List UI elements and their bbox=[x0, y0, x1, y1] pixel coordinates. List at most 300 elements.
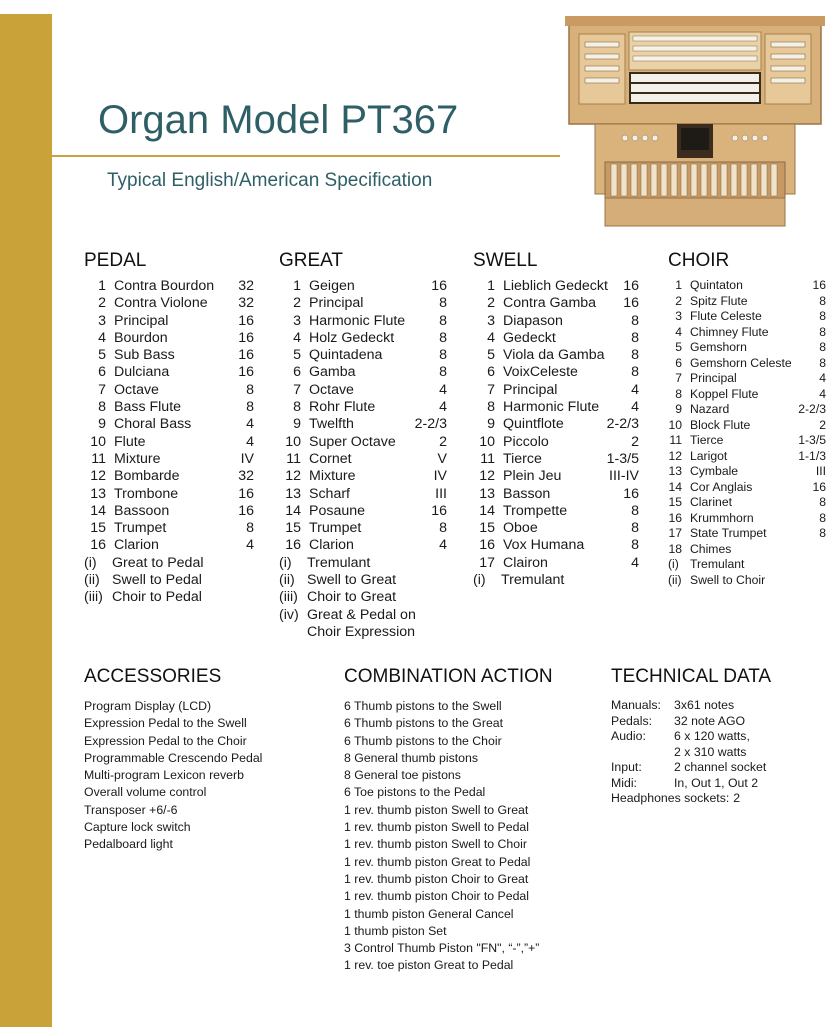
stop-footage: 8 bbox=[631, 347, 639, 364]
stop-number: 8 bbox=[675, 386, 682, 401]
stop-footage: 16 bbox=[623, 278, 639, 294]
stop-footage: 8 bbox=[439, 295, 447, 312]
stop-name: Clarion bbox=[309, 537, 354, 554]
stop-footage: 8 bbox=[439, 520, 447, 537]
stop-row bbox=[84, 486, 254, 503]
accessory-item: Overall volume control bbox=[84, 785, 207, 800]
stop-number: 2 bbox=[675, 293, 682, 308]
stop-footage: 8 bbox=[246, 520, 254, 537]
swell-stop-list bbox=[473, 278, 639, 572]
choir-heading: CHOIR bbox=[668, 250, 730, 271]
stop-name: Bassoon bbox=[114, 502, 170, 519]
stop-footage: 32 bbox=[238, 468, 254, 485]
great-coupler-list bbox=[279, 555, 447, 641]
technical-value: 2 channel socket bbox=[674, 760, 767, 774]
stop-number: 13 bbox=[90, 485, 106, 502]
stop-footage: 8 bbox=[819, 340, 826, 354]
stop-name: Contra Bourdon bbox=[114, 278, 215, 294]
stop-number: 6 bbox=[293, 364, 301, 381]
stop-number: 6 bbox=[487, 364, 495, 381]
stop-footage: 8 bbox=[819, 355, 826, 370]
coupler-numeral: (ii) bbox=[668, 572, 682, 587]
stop-number: 11 bbox=[286, 450, 301, 467]
combination-item: 1 rev. thumb piston Choir to Great bbox=[344, 871, 529, 886]
stop-name: Gedeckt bbox=[503, 329, 556, 346]
stop-number: 12 bbox=[90, 468, 106, 485]
stop-number: 3 bbox=[487, 312, 495, 329]
stop-footage: 16 bbox=[623, 295, 639, 312]
technical-row bbox=[611, 760, 821, 776]
stop-footage: 4 bbox=[631, 399, 639, 416]
stop-row bbox=[84, 520, 254, 537]
stop-footage: 8 bbox=[819, 324, 826, 339]
stop-name: Contra Gamba bbox=[503, 295, 597, 312]
combination-item: 1 rev. thumb piston Swell to Pedal bbox=[344, 820, 530, 835]
stop-number: 14 bbox=[90, 502, 106, 519]
stop-footage: 8 bbox=[631, 520, 639, 537]
technical-key: Manuals: bbox=[611, 698, 661, 712]
stop-name: Diapason bbox=[503, 312, 563, 329]
accessory-item: Multi-program Lexicon reverb bbox=[84, 768, 244, 783]
stop-number: 17 bbox=[668, 526, 682, 540]
stop-footage: 16 bbox=[238, 485, 254, 502]
stop-number: 13 bbox=[668, 464, 682, 478]
stop-number: 1 bbox=[675, 278, 682, 292]
stop-footage: 16 bbox=[812, 278, 826, 292]
stop-footage: IV bbox=[240, 450, 254, 467]
stop-row bbox=[473, 295, 639, 312]
stop-footage: 8 bbox=[819, 495, 826, 509]
stop-footage: 2-2/3 bbox=[606, 416, 639, 433]
stop-name: Bombarde bbox=[114, 468, 180, 485]
stop-name: Rohr Flute bbox=[309, 399, 376, 416]
stop-number: 5 bbox=[98, 347, 106, 364]
stop-row bbox=[668, 340, 826, 356]
technical-row bbox=[611, 714, 821, 730]
stop-footage: 8 bbox=[631, 329, 639, 346]
coupler-row bbox=[84, 555, 254, 572]
stop-name: Gemshorn Celeste bbox=[690, 355, 792, 370]
stop-footage: 8 bbox=[819, 510, 826, 525]
stop-footage: 4 bbox=[631, 554, 639, 571]
stop-row bbox=[473, 382, 639, 399]
stop-footage: 4 bbox=[439, 381, 447, 398]
coupler-row bbox=[279, 589, 447, 606]
stop-number: 16 bbox=[668, 510, 682, 525]
stop-name: Holz Gedeckt bbox=[309, 329, 395, 346]
stop-number: 11 bbox=[669, 433, 682, 447]
stop-number: 2 bbox=[487, 295, 495, 312]
technical-heading: TECHNICAL DATA bbox=[611, 666, 772, 687]
technical-key: Audio: bbox=[611, 729, 646, 743]
stop-name: Cymbale bbox=[690, 464, 739, 478]
pedal-heading: PEDAL bbox=[84, 250, 147, 271]
stop-name: Trumpet bbox=[114, 520, 167, 537]
combination-item: 8 General thumb pistons bbox=[344, 750, 478, 765]
stop-row bbox=[279, 468, 447, 485]
stop-row bbox=[473, 468, 639, 485]
stop-number: 11 bbox=[91, 450, 106, 467]
stop-number: 7 bbox=[487, 381, 495, 398]
stop-row bbox=[668, 387, 826, 403]
technical-key bbox=[611, 745, 674, 761]
stop-name: Clarion bbox=[114, 537, 159, 554]
stop-number: 5 bbox=[675, 340, 682, 354]
accessory-item: Expression Pedal to the Choir bbox=[84, 733, 247, 748]
stop-name: Krummhorn bbox=[690, 510, 754, 525]
stop-row bbox=[84, 399, 254, 416]
stop-name: Scharf bbox=[309, 485, 351, 502]
combination-action-section bbox=[344, 666, 594, 975]
stop-footage: III-IV bbox=[609, 468, 639, 485]
stop-row bbox=[668, 526, 826, 542]
technical-row bbox=[611, 698, 821, 714]
stop-number: 10 bbox=[479, 433, 495, 450]
stop-number: 7 bbox=[675, 371, 682, 385]
stop-row bbox=[84, 330, 254, 347]
stop-footage: 8 bbox=[439, 364, 447, 381]
stop-row bbox=[668, 418, 826, 434]
stop-row bbox=[668, 294, 826, 310]
stop-number: 10 bbox=[90, 433, 106, 450]
stop-name: Vox Humana bbox=[503, 537, 585, 554]
stop-number: 1 bbox=[487, 278, 495, 294]
coupler-numeral: (ii) bbox=[279, 572, 295, 589]
stop-number: 10 bbox=[285, 433, 301, 450]
stop-row bbox=[668, 309, 826, 325]
stop-footage: V bbox=[437, 450, 447, 467]
swell-heading: SWELL bbox=[473, 250, 538, 271]
stop-row bbox=[279, 347, 447, 364]
stop-number: 3 bbox=[98, 312, 106, 329]
accessories-heading: ACCESSORIES bbox=[84, 666, 222, 687]
stop-number: 14 bbox=[285, 502, 301, 519]
stop-footage: 8 bbox=[819, 526, 826, 540]
coupler-row bbox=[279, 572, 447, 589]
combination-list bbox=[344, 698, 594, 975]
stop-number: 9 bbox=[98, 416, 106, 433]
stop-name: Flute bbox=[114, 433, 146, 450]
coupler-numeral: (i) bbox=[84, 554, 97, 571]
coupler-numeral: (i) bbox=[473, 572, 486, 589]
stop-name: Posaune bbox=[309, 502, 366, 519]
stop-row bbox=[279, 503, 447, 520]
stop-row bbox=[279, 416, 447, 433]
stop-number: 10 bbox=[668, 417, 682, 432]
coupler-numeral: (iii) bbox=[84, 589, 103, 606]
stop-row bbox=[84, 451, 254, 468]
technical-value: 32 note AGO bbox=[674, 713, 746, 728]
stop-row bbox=[84, 347, 254, 364]
stop-number: 8 bbox=[98, 399, 106, 416]
stop-name: Contra Violone bbox=[114, 295, 208, 312]
coupler-row bbox=[279, 607, 447, 642]
technical-row bbox=[611, 745, 821, 761]
stop-footage: 4 bbox=[246, 416, 254, 433]
combination-item: 1 rev. thumb piston Swell to Choir bbox=[344, 837, 527, 852]
stop-name: Mixture bbox=[114, 450, 161, 467]
stop-number: 14 bbox=[479, 502, 495, 519]
accessory-item: Transposer +6/-6 bbox=[84, 802, 178, 817]
page-title: Organ Model PT367 bbox=[98, 98, 459, 142]
stop-footage: 16 bbox=[238, 364, 254, 381]
stop-footage: 1-1/3 bbox=[798, 448, 826, 463]
stop-footage: 8 bbox=[439, 329, 447, 346]
choir-coupler-list bbox=[668, 557, 826, 588]
stop-number: 1 bbox=[293, 278, 301, 294]
stop-number: 3 bbox=[675, 309, 682, 323]
stop-footage: 2-2/3 bbox=[414, 416, 447, 433]
technical-value: 2 x 310 watts bbox=[674, 744, 747, 759]
stop-footage: 32 bbox=[238, 295, 254, 312]
stop-footage: 4 bbox=[246, 537, 254, 554]
stop-row bbox=[473, 503, 639, 520]
stop-name: Quintaton bbox=[690, 278, 743, 292]
great-heading: GREAT bbox=[279, 250, 344, 271]
stop-number: 15 bbox=[90, 520, 106, 537]
stop-footage: 1-3/5 bbox=[798, 433, 826, 447]
stop-row bbox=[668, 278, 826, 294]
stop-name: Basson bbox=[503, 485, 551, 502]
stop-number: 13 bbox=[479, 485, 495, 502]
stop-row bbox=[473, 555, 639, 572]
stop-name: Chimes bbox=[690, 541, 732, 556]
combination-item: 8 General toe pistons bbox=[344, 768, 461, 783]
stop-row bbox=[473, 364, 639, 381]
stop-number: 8 bbox=[487, 399, 495, 416]
stop-row bbox=[668, 464, 826, 480]
combination-item: 6 Thumb pistons to the Choir bbox=[344, 733, 502, 748]
stop-footage: 8 bbox=[439, 347, 447, 364]
coupler-name: Swell to Choir bbox=[690, 572, 766, 587]
stop-footage: III bbox=[815, 464, 826, 478]
stop-name: Viola da Gamba bbox=[503, 347, 605, 364]
accessory-item: Expression Pedal to the Swell bbox=[84, 716, 247, 731]
stop-row bbox=[84, 503, 254, 520]
stop-name: Octave bbox=[114, 381, 159, 398]
pedal-division bbox=[84, 250, 254, 607]
great-stop-list bbox=[279, 278, 447, 555]
coupler-numeral: (i) bbox=[279, 554, 292, 571]
stop-name: Koppel Flute bbox=[690, 386, 759, 401]
choir-division bbox=[668, 250, 826, 588]
stop-name: Gamba bbox=[309, 364, 356, 381]
stop-footage: 8 bbox=[819, 309, 826, 323]
technical-data-section bbox=[611, 666, 821, 807]
coupler-name: Swell to Great bbox=[307, 572, 397, 589]
stop-name: VoixCeleste bbox=[503, 364, 578, 381]
stop-footage: 16 bbox=[238, 329, 254, 346]
stop-footage: 4 bbox=[819, 371, 826, 385]
stop-row bbox=[279, 537, 447, 554]
stop-number: 2 bbox=[98, 295, 106, 312]
stop-row bbox=[279, 520, 447, 537]
stop-footage: 8 bbox=[246, 381, 254, 398]
coupler-row bbox=[279, 555, 447, 572]
stop-footage: 16 bbox=[623, 485, 639, 502]
stop-footage: 8 bbox=[631, 364, 639, 381]
stop-footage: 16 bbox=[238, 347, 254, 364]
stop-number: 6 bbox=[675, 355, 682, 370]
stop-row bbox=[84, 416, 254, 433]
swell-coupler-list bbox=[473, 572, 639, 589]
stop-number: 14 bbox=[668, 479, 682, 494]
stop-row bbox=[279, 313, 447, 330]
stop-row bbox=[668, 449, 826, 465]
stop-row bbox=[473, 520, 639, 537]
stop-footage: 2 bbox=[631, 433, 639, 450]
stop-row bbox=[473, 434, 639, 451]
accessories-section bbox=[84, 666, 324, 854]
stop-name: Mixture bbox=[309, 468, 356, 485]
stop-row bbox=[84, 364, 254, 381]
stop-row bbox=[473, 330, 639, 347]
technical-value: In, Out 1, Out 2 bbox=[674, 775, 759, 790]
technical-value: 6 x 120 watts, bbox=[674, 729, 750, 743]
stop-row bbox=[668, 542, 826, 558]
stop-footage: 2 bbox=[439, 433, 447, 450]
stop-name: Bourdon bbox=[114, 329, 168, 346]
stop-name: Plein Jeu bbox=[503, 468, 562, 485]
stop-footage: 8 bbox=[246, 399, 254, 416]
stop-name: Principal bbox=[114, 312, 169, 329]
technical-row bbox=[611, 776, 821, 792]
stop-name: Flute Celeste bbox=[690, 309, 762, 323]
coupler-name: Swell to Pedal bbox=[112, 572, 202, 589]
stop-number: 4 bbox=[98, 329, 106, 346]
stop-footage: 8 bbox=[631, 537, 639, 554]
stop-name: Piccolo bbox=[503, 433, 549, 450]
coupler-row bbox=[668, 573, 826, 589]
stop-row bbox=[279, 382, 447, 399]
stop-footage: 4 bbox=[819, 386, 826, 401]
stop-number: 9 bbox=[293, 416, 301, 433]
coupler-name: Choir to Great bbox=[307, 589, 397, 606]
accessories-list bbox=[84, 698, 324, 854]
combination-heading: COMBINATION ACTION bbox=[344, 666, 553, 687]
stop-number: 5 bbox=[293, 347, 301, 364]
stop-row bbox=[473, 486, 639, 503]
stop-footage: 4 bbox=[439, 399, 447, 416]
stop-name: Cor Anglais bbox=[690, 479, 753, 494]
stop-number: 16 bbox=[479, 537, 495, 554]
technical-key: Input: bbox=[611, 760, 642, 774]
stop-row bbox=[84, 434, 254, 451]
coupler-row bbox=[84, 572, 254, 589]
stop-number: 4 bbox=[487, 329, 495, 346]
stop-name: Oboe bbox=[503, 520, 538, 537]
technical-row bbox=[611, 729, 821, 745]
stop-row bbox=[84, 537, 254, 554]
stop-footage: IV bbox=[433, 468, 447, 485]
combination-item: 1 rev. thumb piston Swell to Great bbox=[344, 802, 529, 817]
pedal-stop-list bbox=[84, 278, 254, 555]
stop-name: Choral Bass bbox=[114, 416, 192, 433]
stop-name: Tierce bbox=[690, 433, 724, 447]
stop-footage: 2-2/3 bbox=[798, 402, 826, 416]
coupler-row bbox=[668, 557, 826, 573]
stop-name: Quintflote bbox=[503, 416, 564, 433]
technical-key: Midi: bbox=[611, 775, 637, 790]
title-divider bbox=[52, 155, 560, 157]
stop-number: 12 bbox=[285, 468, 301, 485]
stop-name: Chimney Flute bbox=[690, 324, 769, 339]
stop-name: Clarinet bbox=[690, 495, 732, 509]
stop-name: Block Flute bbox=[690, 417, 751, 432]
stop-footage: 1-3/5 bbox=[606, 450, 639, 467]
stop-name: Trumpet bbox=[309, 520, 362, 537]
accessory-item: Program Display (LCD) bbox=[84, 699, 212, 713]
stop-row bbox=[668, 495, 826, 511]
gold-sidebar-bar bbox=[0, 14, 52, 1027]
stop-footage: 4 bbox=[631, 381, 639, 398]
stop-footage: 16 bbox=[431, 278, 447, 294]
stop-footage: 8 bbox=[439, 312, 447, 329]
stop-number: 1 bbox=[98, 278, 106, 294]
stop-number: 12 bbox=[668, 448, 682, 463]
stop-footage: 8 bbox=[631, 502, 639, 519]
stop-row bbox=[473, 416, 639, 433]
stop-row bbox=[279, 434, 447, 451]
stop-number: 13 bbox=[285, 485, 301, 502]
accessory-item: Capture lock switch bbox=[84, 820, 191, 835]
stop-number: 8 bbox=[293, 399, 301, 416]
stop-name: Lieblich Gedeckt bbox=[503, 278, 608, 294]
stop-row bbox=[279, 295, 447, 312]
combination-item: 3 Control Thumb Piston "FN", “-”,”+” bbox=[344, 941, 540, 956]
stop-number: 15 bbox=[668, 495, 682, 509]
stop-name: State Trumpet bbox=[690, 526, 767, 540]
pedal-coupler-list bbox=[84, 555, 254, 607]
stop-row bbox=[668, 480, 826, 496]
stop-number: 7 bbox=[98, 381, 106, 398]
stop-row bbox=[473, 537, 639, 554]
coupler-numeral: (iv) bbox=[279, 606, 299, 623]
page-subtitle: Typical English/American Specification bbox=[107, 170, 433, 191]
coupler-name: Tremulant bbox=[307, 554, 371, 571]
stop-name: Twelfth bbox=[309, 416, 354, 433]
stop-row bbox=[84, 382, 254, 399]
stop-number: 6 bbox=[98, 364, 106, 381]
combination-item: 6 Toe pistons to the Pedal bbox=[344, 785, 486, 800]
stop-name: Quintadena bbox=[309, 347, 383, 364]
stop-row bbox=[84, 313, 254, 330]
great-division bbox=[279, 250, 447, 641]
coupler-name: Great to Pedal bbox=[112, 554, 204, 571]
organ-console-image bbox=[565, 14, 825, 228]
combination-item: 1 rev. toe piston Great to Pedal bbox=[344, 958, 514, 973]
coupler-row bbox=[84, 589, 254, 606]
stop-footage: 16 bbox=[812, 479, 826, 494]
stop-name: Larigot bbox=[690, 448, 728, 463]
stop-footage: 32 bbox=[238, 278, 254, 294]
stop-name: Harmonic Flute bbox=[503, 399, 600, 416]
stop-footage: 4 bbox=[246, 433, 254, 450]
stop-number: 2 bbox=[293, 295, 301, 312]
stop-number: 7 bbox=[293, 381, 301, 398]
stop-row bbox=[668, 325, 826, 341]
stop-footage: 8 bbox=[819, 293, 826, 308]
coupler-name: Choir to Pedal bbox=[112, 589, 202, 606]
stop-name: Spitz Flute bbox=[690, 293, 748, 308]
coupler-name: Tremulant bbox=[501, 572, 565, 589]
stop-footage: III bbox=[435, 485, 447, 502]
stop-row bbox=[473, 313, 639, 330]
stop-name: Harmonic Flute bbox=[309, 312, 406, 329]
stop-row bbox=[279, 364, 447, 381]
stop-number: 18 bbox=[668, 541, 682, 556]
stop-name: Principal bbox=[503, 381, 558, 398]
